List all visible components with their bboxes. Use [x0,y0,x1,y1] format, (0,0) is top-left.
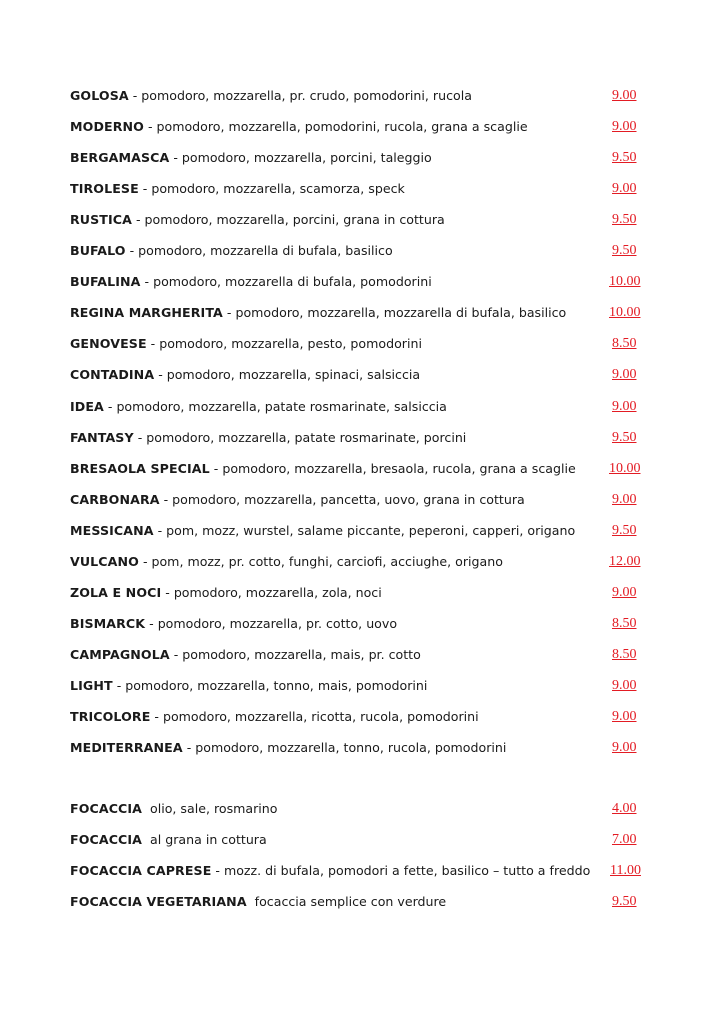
item-ingredients: pomodoro, mozzarella, mozzarella di bufala, basilico [235,305,567,321]
item-ingredients: pomodoro, mozzarella, porcini, grana in cottura [144,212,445,228]
item-price: 8.50 [612,615,637,631]
item-price: 12.00 [609,553,641,569]
item-name: VULCANO [70,553,139,569]
menu-item [70,614,650,634]
item-separator: - [129,243,135,259]
item-name: TRICOLORE [70,709,151,724]
item-ingredients: pomodoro, mozzarella di bufala, basilico [138,243,393,259]
item-separator: - [154,709,159,724]
item-price: 8.50 [612,336,637,352]
item-name: TIROLESE [70,181,139,197]
item-price: 8.50 [612,646,637,662]
item-separator [142,801,150,816]
item-price: 9.50 [612,243,637,259]
item-ingredients: pomodoro, mozzarella, zola, noci [173,584,382,600]
item-name: FOCACCIA CAPRESE [70,863,212,878]
item-price: 9.50 [612,894,637,909]
item-name: ZOLA E NOCI [70,584,162,600]
menu-item [70,521,650,541]
item-separator [142,832,150,847]
item-name: BUFALO [70,243,126,259]
item-ingredients: pom, mozz, pr. cotto, funghi, carciofi, acciughe, origano [151,553,503,569]
item-separator: - [157,522,163,538]
item-price: 9.00 [612,584,637,600]
item-separator: - [135,212,141,228]
item-name: BISMARCK [70,615,146,631]
item-ingredients: pomodoro, mozzarella, patate rosmarinate, porcini [146,429,467,445]
menu-item [70,117,650,137]
menu-item [70,676,650,696]
menu-item [70,365,650,385]
menu-item [70,179,650,199]
menu-item [70,583,650,603]
item-ingredients: pomodoro, mozzarella, pancetta, uovo, grana in cottura [172,491,525,507]
item-name: FOCACCIA VEGETARIANA [70,894,247,909]
item-price: 9.00 [612,491,637,507]
item-name: RUSTICA [70,212,132,228]
menu-item [70,799,650,819]
item-price: 9.00 [612,119,637,135]
item-name: LIGHT [70,677,113,693]
item-ingredients: pomodoro, mozzarella, pr. crudo, pomodorini, rucola [141,88,472,103]
menu-item [70,738,650,758]
item-name: REGINA MARGHERITA [70,305,223,321]
item-price: 9.00 [612,709,637,724]
item-name: BRESAOLA SPECIAL [70,460,210,476]
menu-item [70,86,650,106]
item-separator: - [158,367,163,383]
item-name: BUFALINA [70,274,141,290]
item-name: IDEA [70,398,104,414]
menu-item [70,241,650,261]
item-price: 9.00 [612,677,637,693]
item-separator: - [147,119,153,135]
menu-item [70,459,650,479]
item-name: CONTADINA [70,367,155,383]
item-price: 9.00 [612,88,637,103]
menu-item [70,830,650,850]
item-price: 4.00 [612,801,637,816]
item-separator: - [173,150,178,166]
item-price: 11.00 [610,863,641,878]
item-separator: - [137,429,143,445]
item-price: 9.50 [612,212,637,228]
item-price: 9.50 [612,522,637,538]
item-ingredients: pomodoro, mozzarella, patate rosmarinate, salsiccia [116,398,447,414]
menu-item [70,707,650,727]
item-name: CAMPAGNOLA [70,646,170,662]
item-price: 10.00 [609,274,641,290]
item-separator: - [226,305,232,321]
menu-item [70,861,650,881]
item-separator: - [173,646,179,662]
item-separator [247,894,255,909]
item-name: GENOVESE [70,336,147,352]
item-name: FOCACCIA [70,801,143,816]
menu-item [70,210,650,230]
item-price: 9.50 [612,150,637,166]
item-ingredients: pomodoro, mozzarella, pesto, pomodorini [159,336,422,352]
item-ingredients: mozz. di bufala, pomodori a fette, basilico – tutto a freddo [223,863,591,878]
item-separator: - [142,553,148,569]
item-price: 9.50 [612,429,637,445]
item-name: GOLOSA [70,88,129,103]
item-separator: - [165,584,170,600]
item-ingredients: pomodoro, mozzarella, pr. cotto, uovo [157,615,398,631]
item-separator: - [150,336,156,352]
item-ingredients: pomodoro, mozzarella, tonno, rucola, pomodorini [195,740,507,756]
item-name: FOCACCIA [70,832,143,847]
item-ingredients: pomodoro, mozzarella, mais, pr. cotto [182,646,421,662]
item-separator: - [163,491,169,507]
item-price: 9.00 [612,740,637,756]
menu-item [70,148,650,168]
item-price: 10.00 [609,305,641,321]
menu-item [70,272,650,292]
item-ingredients: pomodoro, mozzarella, pomodorini, rucola, grana a scaglie [156,119,528,135]
item-ingredients: pomodoro, mozzarella, ricotta, rucola, pomodorini [162,709,479,724]
item-ingredients: pomodoro, mozzarella, scamorza, speck [151,181,405,197]
item-name: FANTASY [70,429,134,445]
item-separator: - [116,677,122,693]
item-separator: - [215,863,220,878]
item-separator: - [186,740,192,756]
menu-item [70,397,650,417]
item-separator: - [107,398,113,414]
item-separator: - [213,460,219,476]
item-ingredients: pom, mozz, wurstel, salame piccante, peperoni, capperi, origano [166,522,576,538]
item-name: MESSICANA [70,522,154,538]
item-separator: - [142,181,148,197]
item-ingredients: pomodoro, mozzarella, porcini, taleggio [181,150,432,166]
item-price: 9.00 [612,181,637,197]
item-name: MODERNO [70,119,144,135]
menu-item [70,303,650,323]
item-ingredients: pomodoro, mozzarella di bufala, pomodorini [153,274,432,290]
item-name: CARBONARA [70,491,160,507]
item-separator: - [149,615,154,631]
menu-item [70,552,650,572]
item-price: 10.00 [609,460,641,476]
item-separator: - [144,274,150,290]
menu-item [70,334,650,354]
item-price: 7.00 [612,832,637,847]
item-ingredients: focaccia semplice con verdure [254,894,447,909]
item-ingredients: al grana in cottura [150,832,267,847]
item-price: 9.00 [612,367,637,383]
menu-item [70,645,650,665]
menu-item [70,490,650,510]
item-ingredients: olio, sale, rosmarino [150,801,278,816]
item-ingredients: pomodoro, mozzarella, bresaola, rucola, grana a scaglie [222,460,576,476]
item-ingredients: pomodoro, mozzarella, tonno, mais, pomodorini [125,677,428,693]
item-price: 9.00 [612,398,637,414]
item-name: BERGAMASCA [70,150,170,166]
item-name: MEDITERRANEA [70,740,183,756]
menu-item [70,892,650,912]
item-separator: - [132,88,138,103]
item-ingredients: pomodoro, mozzarella, spinaci, salsiccia [166,367,421,383]
menu-item [70,428,650,448]
